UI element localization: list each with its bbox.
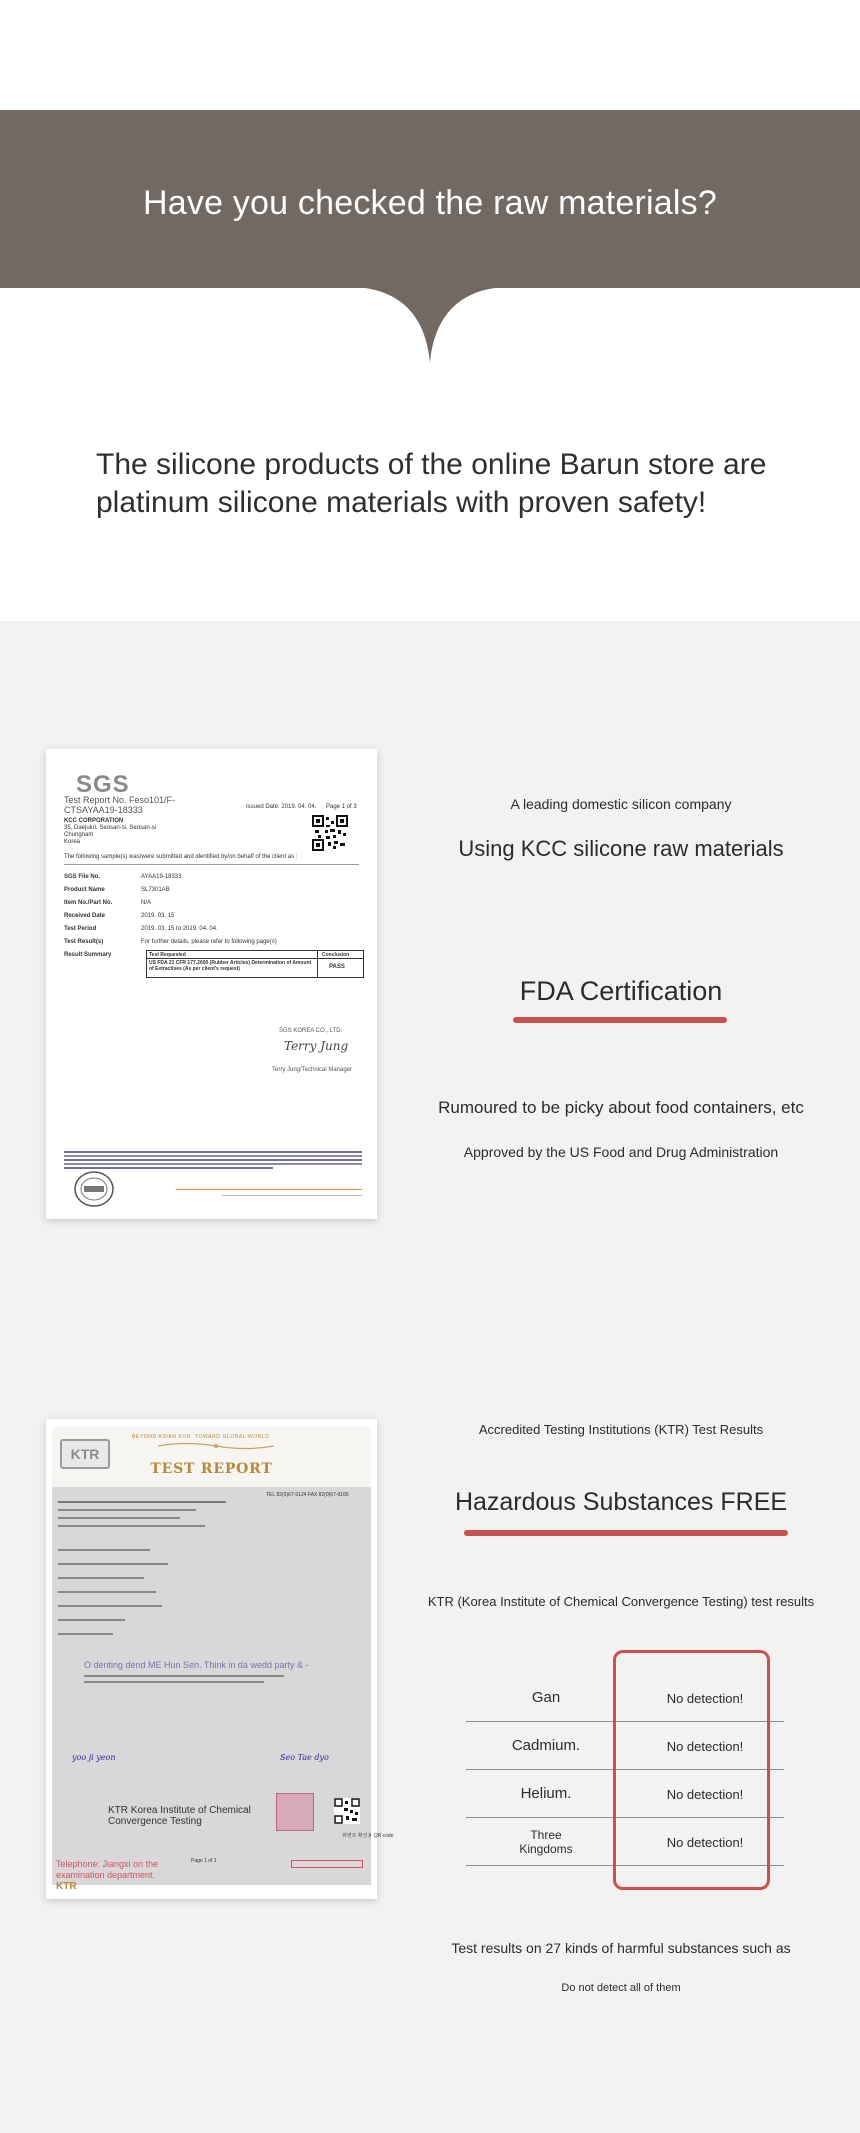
substance-result: No detection! <box>666 1834 744 1850</box>
section1-line2: Approved by the US Food and Drug Administration <box>463 1144 779 1160</box>
ktr-footer-box <box>291 1860 363 1868</box>
ktr-footer-note: Telephone: Jiangxi on the examination department. <box>56 1859 159 1880</box>
section1-heading-underline <box>513 1017 727 1023</box>
ktr-signature-2: Seo Tae dyo <box>280 1753 329 1762</box>
ktr-issuer: KTR Korea Institute of Chemical Convergence Testing <box>108 1805 251 1827</box>
sgs-field-label: Received Date <box>64 913 106 919</box>
sgs-field-label: Product Name <box>64 887 105 893</box>
section2-kicker: Accredited Testing Institutions (KTR) Test Results <box>478 1422 764 1437</box>
section1-kicker: A leading domestic silicon company <box>510 796 732 812</box>
ktr-tel: TEL 82(0)67-9124 FAX 82(0)67-9166 <box>266 1492 349 1498</box>
sgs-fine-print <box>64 1151 362 1169</box>
ktr-footer-logo: KTR <box>56 1881 77 1892</box>
ktr-logo: KTR <box>60 1439 110 1469</box>
sgs-field-label: SGS File No. <box>64 874 101 880</box>
sgs-field-value: 2019. 03. 15 to 2019. 04. 04. <box>141 926 218 932</box>
substance-result: No detection! <box>666 1738 744 1754</box>
substance-result: No detection! <box>666 1690 744 1706</box>
sgs-logo: SGS <box>76 771 130 798</box>
section2-foot1: Test results on 27 kinds of harmful substances such as <box>451 1940 791 1956</box>
sgs-divider <box>64 864 359 865</box>
substance-name: Helium. <box>520 1785 572 1802</box>
sgs-field-value: AYAA19-18333 <box>141 874 182 880</box>
substance-result: No detection! <box>666 1786 744 1802</box>
sgs-field-value: For further details, please refer to following page(s) <box>141 939 277 945</box>
substance-name: Three Kingdoms <box>519 1828 573 1856</box>
sgs-field-value: 2019. 03. 15 <box>141 913 175 919</box>
ktr-signature-1: yoo ji yeon <box>72 1753 116 1762</box>
section2-sub: KTR (Korea Institute of Chemical Convergence Testing) test results <box>427 1594 815 1609</box>
substance-name: Cadmium. <box>511 1737 581 1754</box>
section2-foot2: Do not detect all of them <box>561 1982 681 1994</box>
ktr-qr-note: 위변조 확인용 QR code <box>342 1833 394 1839</box>
ktr-test-report-image <box>46 1419 394 1899</box>
sgs-summary-table <box>146 950 364 978</box>
sgs-issued: Issued Date: 2019. 04. 04. <box>246 804 317 810</box>
sgs-statement: The following sample(s) was/were submitted and identified by/on behalf of the client as : <box>64 854 298 860</box>
sgs-field-value: SL7301AB <box>141 887 170 893</box>
sgs-page: Page 1 of 3 <box>326 804 357 810</box>
top-banner <box>0 110 860 288</box>
ktr-title: TEST REPORT <box>150 1461 273 1477</box>
sgs-field-value: N/A <box>141 900 152 906</box>
sgs-report-no: Test Report No. Feso101/F-CTSAYAA19-18333 <box>64 795 176 815</box>
results-highlight-box <box>613 1650 770 1890</box>
section2-heading: Hazardous Substances FREE <box>454 1488 788 1516</box>
sgs-footer-line <box>176 1189 362 1190</box>
sgs-field-label: Test Period <box>64 926 97 932</box>
sgs-stamp-icon <box>72 1169 116 1209</box>
sgs-signer: Terry Jung/Technical Manager <box>272 1067 353 1073</box>
sgs-field-label: Result Summary <box>64 952 112 958</box>
ktr-ribbon: BEYOND ASIAN KOR. TOWARD GLOBAL WORLD <box>132 1434 270 1440</box>
banner-notch <box>349 287 511 363</box>
sgs-field-label: Item No./Part No. <box>64 900 113 906</box>
sgs-summary-result: PASS <box>329 964 345 970</box>
sgs-country: Korea <box>64 839 81 845</box>
section1-heading: FDA Certification <box>519 976 723 1006</box>
ktr-watermark-note: O denting dend ME Hun Sen. Think in da wedd party & - <box>84 1660 309 1670</box>
section1-sub: Using KCC silicone raw materials <box>458 836 784 861</box>
sgs-signature: Terry Jung <box>284 1039 349 1053</box>
ktr-seal-icon <box>276 1793 314 1831</box>
banner-title: Have you checked the raw materials? <box>143 184 717 222</box>
section2-heading-underline <box>464 1530 788 1536</box>
ornament-icon <box>156 1441 276 1451</box>
qr-code-icon <box>312 815 348 851</box>
sgs-address: 35, Daejukri, Seosan-si, Seosan-si <box>64 825 157 831</box>
qr-code-icon <box>334 1798 360 1824</box>
sgs-test-report-image <box>46 749 377 1219</box>
substance-name: Gan <box>531 1689 561 1706</box>
ktr-body-lines <box>58 1501 364 1647</box>
intro-text: The silicone products of the online Barun store are platinum silicone materials with proven safety! <box>96 448 767 519</box>
ktr-page: Page 1 of 1 <box>191 1858 217 1864</box>
sgs-summary-header: Conclusion <box>322 952 350 958</box>
sgs-field-label: Test Result(s) <box>64 939 104 945</box>
sgs-summary-header: Test Requested <box>149 952 186 958</box>
sgs-city: Chungnam <box>64 832 94 838</box>
section1-line1: Rumoured to be picky about food containers, etc <box>438 1098 804 1117</box>
sgs-signer-org: SGS KOREA CO., LTD. <box>279 1028 343 1034</box>
sgs-company: KCC CORPORATION <box>64 818 124 824</box>
sgs-summary-test: US FDA 21 CFR 177.2600 (Rubber Articles) Determination of Amount of Extractives (As per client's request) <box>149 960 312 972</box>
